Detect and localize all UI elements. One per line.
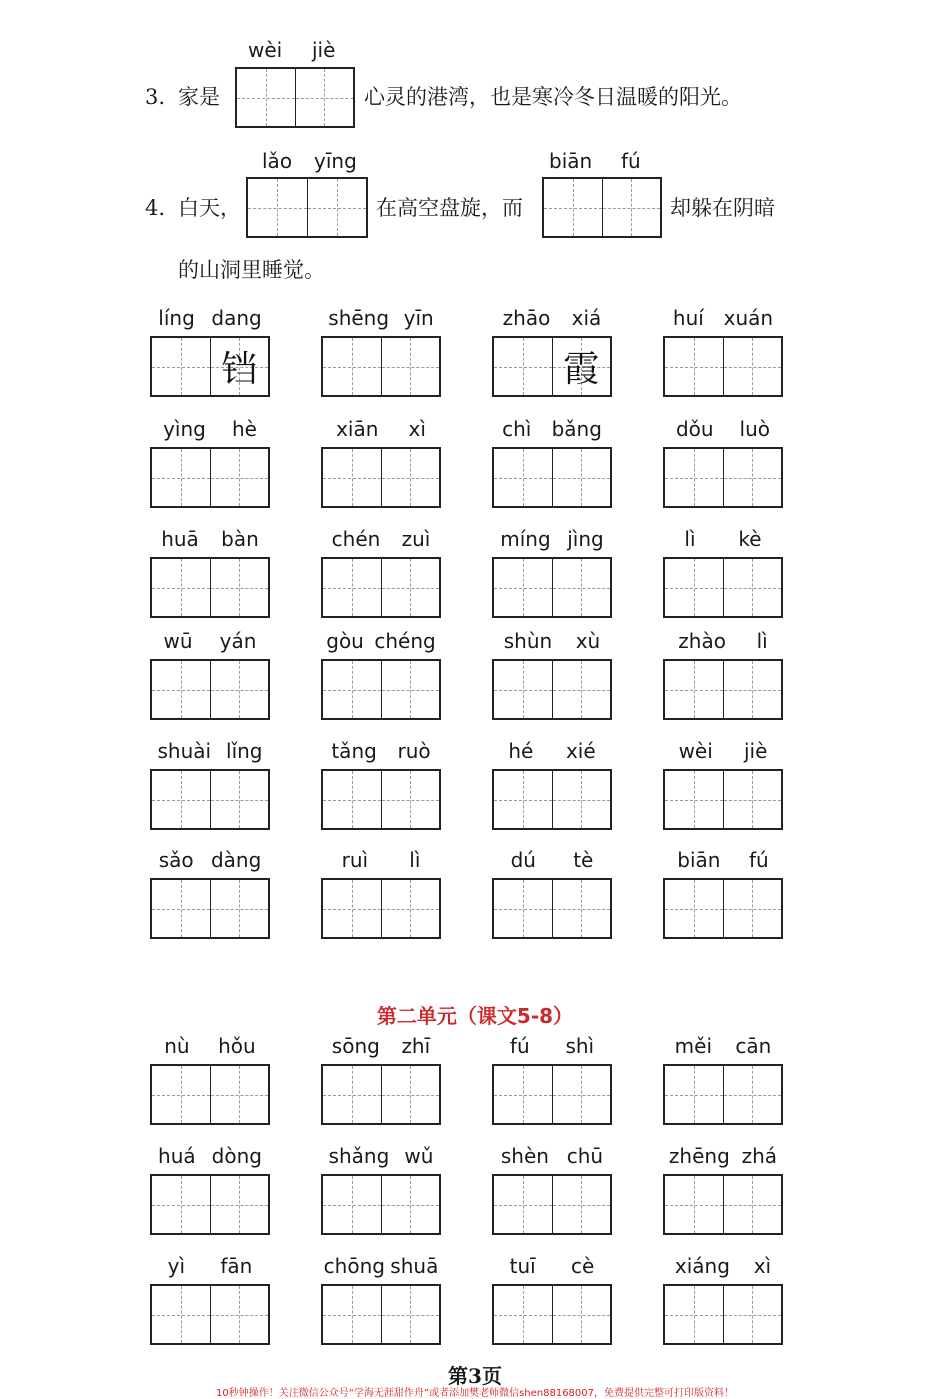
- word-pinyin: [321, 629, 441, 653]
- word-pinyin: [492, 306, 612, 330]
- sentence-text-after: 却躲在阴暗: [670, 196, 775, 220]
- word-pinyin: [321, 739, 441, 763]
- answer-box[interactable]: [663, 557, 783, 618]
- character-cell[interactable]: [210, 1066, 269, 1123]
- character-cell[interactable]: [210, 1286, 269, 1343]
- word-pinyin: [492, 1254, 612, 1278]
- pinyin-syllable: yīn: [403, 306, 434, 330]
- answer-box[interactable]: [492, 1064, 612, 1125]
- character-cell[interactable]: [665, 449, 723, 506]
- answer-box[interactable]: [492, 659, 612, 720]
- pinyin-syllable: ruò: [397, 739, 431, 763]
- answer-box[interactable]: [321, 1064, 441, 1125]
- character-cell[interactable]: [323, 661, 381, 718]
- character-cell[interactable]: [494, 559, 552, 616]
- character-cell[interactable]: [723, 1286, 782, 1343]
- character-cell[interactable]: [552, 880, 611, 937]
- pinyin-syllable: chéng: [374, 629, 436, 653]
- answer-box[interactable]: [663, 336, 783, 397]
- character-cell[interactable]: [602, 179, 661, 236]
- character-cell[interactable]: [381, 338, 440, 395]
- word-pinyin: [321, 306, 441, 330]
- answer-box[interactable]: [150, 769, 270, 830]
- character-cell[interactable]: [210, 338, 269, 395]
- pinyin-syllable: chén: [331, 527, 381, 551]
- word-pinyin: [321, 527, 441, 551]
- pinyin-syllable: xiān: [336, 417, 379, 441]
- pinyin-syllable: chōng: [323, 1254, 385, 1278]
- pinyin-syllable: dàng: [210, 848, 262, 872]
- answer-box[interactable]: [321, 1174, 441, 1235]
- answer-box[interactable]: [542, 177, 662, 238]
- character-cell[interactable]: [494, 771, 552, 828]
- word-pinyin: [663, 1034, 783, 1058]
- word-pinyin: [150, 629, 270, 653]
- pinyin-syllable: yīng: [314, 149, 357, 173]
- character-cell[interactable]: [723, 449, 782, 506]
- pinyin-syllable: lì: [756, 629, 768, 653]
- written-character: 铛: [221, 349, 258, 390]
- sentence-text-before: 白天，: [178, 196, 241, 220]
- pinyin-syllable: shuài: [157, 739, 212, 763]
- character-cell[interactable]: [152, 449, 210, 506]
- character-cell[interactable]: [552, 771, 611, 828]
- character-cell[interactable]: [665, 338, 723, 395]
- sentence-text-after: 心灵的港湾，也是寒冷冬日温暖的阳光。: [364, 85, 742, 109]
- answer-box[interactable]: [150, 336, 270, 397]
- pinyin-syllable: zhēng: [668, 1144, 730, 1168]
- character-cell[interactable]: [152, 1176, 210, 1233]
- pinyin-syllable: zhī: [401, 1034, 431, 1058]
- character-cell[interactable]: [323, 1066, 381, 1123]
- answer-box[interactable]: [235, 67, 355, 128]
- character-cell[interactable]: [723, 1176, 782, 1233]
- character-cell[interactable]: [152, 880, 210, 937]
- answer-box[interactable]: [492, 1174, 612, 1235]
- pinyin-syllable: yì: [167, 1254, 186, 1278]
- character-cell[interactable]: [494, 880, 552, 937]
- character-cell[interactable]: [381, 1066, 440, 1123]
- pinyin-syllable: dǒu: [675, 417, 714, 441]
- character-cell[interactable]: [494, 661, 552, 718]
- answer-box[interactable]: [150, 447, 270, 508]
- character-cell[interactable]: [544, 179, 602, 236]
- pinyin-syllable: cè: [571, 1254, 595, 1278]
- pinyin-syllable: xié: [565, 739, 596, 763]
- character-cell[interactable]: [494, 338, 552, 395]
- character-cell[interactable]: [665, 559, 723, 616]
- pinyin-syllable: huí: [672, 306, 704, 330]
- pinyin-syllable: lì: [684, 527, 696, 551]
- word-pinyin: [150, 417, 270, 441]
- character-cell[interactable]: [381, 1286, 440, 1343]
- pinyin-syllable: jiè: [312, 38, 336, 62]
- pinyin-syllable: xuán: [723, 306, 774, 330]
- character-cell[interactable]: [323, 771, 381, 828]
- character-cell[interactable]: [552, 338, 611, 395]
- answer-box[interactable]: [150, 1174, 270, 1235]
- pinyin-syllable: shèn: [500, 1144, 549, 1168]
- word-pinyin: [321, 1144, 441, 1168]
- word-pinyin: [150, 739, 270, 763]
- word-pinyin: [663, 739, 783, 763]
- character-cell[interactable]: [323, 338, 381, 395]
- pinyin-syllable: zhá: [741, 1144, 778, 1168]
- pinyin-syllable: yán: [219, 629, 257, 653]
- pinyin-syllable: fān: [220, 1254, 253, 1278]
- answer-box[interactable]: [663, 447, 783, 508]
- pinyin-syllable: dang: [211, 306, 262, 330]
- character-cell[interactable]: [210, 449, 269, 506]
- pinyin-syllable: jìng: [567, 527, 604, 551]
- pinyin-syllable: shì: [565, 1034, 595, 1058]
- pinyin-syllable: sǎo: [158, 848, 194, 872]
- sentence-text-continuation: 的山洞里睡觉。: [178, 258, 325, 282]
- pinyin-syllable: tè: [573, 848, 594, 872]
- pinyin-syllable: gòu: [326, 629, 364, 653]
- page-number: 第3页: [448, 1364, 502, 1388]
- character-cell[interactable]: [152, 559, 210, 616]
- word-pinyin: [663, 1144, 783, 1168]
- answer-box[interactable]: [663, 769, 783, 830]
- answer-box[interactable]: [150, 557, 270, 618]
- word-pinyin: [492, 739, 612, 763]
- answer-box[interactable]: [321, 447, 441, 508]
- character-cell[interactable]: [552, 1066, 611, 1123]
- answer-box[interactable]: [663, 878, 783, 939]
- answer-box[interactable]: [492, 447, 612, 508]
- character-cell[interactable]: [665, 1176, 723, 1233]
- character-cell[interactable]: [552, 661, 611, 718]
- pinyin-syllable: kè: [738, 527, 762, 551]
- pinyin-syllable: fú: [749, 848, 769, 872]
- pinyin-syllable: jiè: [743, 739, 768, 763]
- pinyin-syllable: wèi: [248, 38, 283, 62]
- character-cell[interactable]: [152, 661, 210, 718]
- character-cell[interactable]: [323, 880, 381, 937]
- character-cell[interactable]: [323, 1286, 381, 1343]
- pinyin-syllable: huá: [158, 1144, 196, 1168]
- pinyin-syllable: tuī: [509, 1254, 536, 1278]
- pinyin-syllable: zhāo: [502, 306, 551, 330]
- character-cell[interactable]: [323, 449, 381, 506]
- pinyin-syllable: hǒu: [218, 1034, 256, 1058]
- character-cell[interactable]: [381, 1176, 440, 1233]
- character-cell[interactable]: [552, 449, 611, 506]
- pinyin-syllable: luò: [739, 417, 770, 441]
- answer-box[interactable]: [492, 557, 612, 618]
- word-pinyin: [150, 527, 270, 551]
- character-cell[interactable]: [665, 880, 723, 937]
- answer-box[interactable]: [663, 659, 783, 720]
- footer-note: 10秒钟操作！关注微信公众号“学海无涯甜作舟”或者添加樊老师微信shen88168007，免费提供完整可打印版资料！: [215, 1388, 735, 1399]
- pinyin-syllable: bàn: [221, 527, 259, 551]
- character-cell[interactable]: [723, 771, 782, 828]
- character-cell[interactable]: [295, 69, 354, 126]
- pinyin-syllable: wū: [163, 629, 193, 653]
- pinyin-syllable: chū: [566, 1144, 604, 1168]
- pinyin-syllable: měi: [674, 1034, 713, 1058]
- character-cell[interactable]: [381, 771, 440, 828]
- word-pinyin: [492, 848, 612, 872]
- word-pinyin: [663, 306, 783, 330]
- answer-box[interactable]: [321, 336, 441, 397]
- character-cell[interactable]: [723, 559, 782, 616]
- character-cell[interactable]: [152, 771, 210, 828]
- answer-box[interactable]: [492, 878, 612, 939]
- pinyin-syllable: tǎng: [331, 739, 377, 763]
- pinyin-syllable: fú: [509, 1034, 530, 1058]
- answer-box[interactable]: [150, 659, 270, 720]
- answer-box[interactable]: [321, 878, 441, 939]
- word-pinyin: [663, 629, 783, 653]
- pinyin-syllable: shēng: [328, 306, 390, 330]
- answer-box[interactable]: [492, 1284, 612, 1345]
- character-cell[interactable]: [665, 1066, 723, 1123]
- character-cell[interactable]: [152, 338, 210, 395]
- character-cell[interactable]: [723, 1066, 782, 1123]
- pinyin-syllable: xiá: [571, 306, 602, 330]
- pinyin-syllable: nù: [164, 1034, 190, 1058]
- pinyin-syllable: lì: [409, 848, 421, 872]
- character-cell[interactable]: [210, 661, 269, 718]
- character-cell[interactable]: [381, 880, 440, 937]
- character-cell[interactable]: [210, 771, 269, 828]
- word-pinyin: [492, 1144, 612, 1168]
- answer-box[interactable]: [492, 769, 612, 830]
- character-cell[interactable]: [494, 1066, 552, 1123]
- word-pinyin: [150, 306, 270, 330]
- pinyin-syllable: xiáng: [674, 1254, 730, 1278]
- character-cell[interactable]: [248, 179, 307, 236]
- pinyin-syllable: míng: [500, 527, 551, 551]
- answer-box[interactable]: [321, 1284, 441, 1345]
- pinyin-syllable: hé: [508, 739, 534, 763]
- word-pinyin: [150, 848, 270, 872]
- word-pinyin: [321, 1034, 441, 1058]
- pinyin-syllable: lǐng: [226, 739, 263, 763]
- character-cell[interactable]: [723, 338, 782, 395]
- pinyin-syllable: wǔ: [404, 1144, 434, 1168]
- word-pinyin: [663, 527, 783, 551]
- word-pinyin: [321, 1254, 441, 1278]
- character-cell[interactable]: [210, 880, 269, 937]
- sentence-number: 3.: [145, 85, 166, 109]
- character-cell[interactable]: [494, 1176, 552, 1233]
- pinyin-syllable: xì: [408, 417, 426, 441]
- answer-box[interactable]: [150, 1064, 270, 1125]
- character-cell[interactable]: [237, 69, 295, 126]
- pinyin-syllable: biān: [549, 149, 593, 173]
- pinyin-syllable: hè: [231, 417, 257, 441]
- character-cell[interactable]: [381, 449, 440, 506]
- pinyin-syllable: xì: [753, 1254, 772, 1278]
- pinyin-syllable: xù: [575, 629, 601, 653]
- character-cell[interactable]: [665, 661, 723, 718]
- word-pinyin: [150, 1254, 270, 1278]
- character-cell[interactable]: [494, 449, 552, 506]
- pinyin-syllable: shùn: [503, 629, 553, 653]
- written-character: 霞: [563, 349, 600, 390]
- answer-box[interactable]: [663, 1284, 783, 1345]
- character-cell[interactable]: [552, 559, 611, 616]
- character-cell[interactable]: [381, 559, 440, 616]
- character-cell[interactable]: [552, 1286, 611, 1343]
- answer-box[interactable]: [321, 659, 441, 720]
- unit2-title: 第二单元（课文5-8）: [376, 1004, 574, 1028]
- answer-box[interactable]: [321, 769, 441, 830]
- pinyin-syllable: zhào: [678, 629, 726, 653]
- character-cell[interactable]: [152, 1286, 210, 1343]
- word-pinyin: [150, 1144, 270, 1168]
- word-pinyin: [663, 1254, 783, 1278]
- word-pinyin: [321, 417, 441, 441]
- character-cell[interactable]: [552, 1176, 611, 1233]
- character-cell[interactable]: [323, 1176, 381, 1233]
- character-cell[interactable]: [307, 179, 367, 236]
- character-cell[interactable]: [210, 1176, 269, 1233]
- answer-box[interactable]: [246, 177, 368, 238]
- sentence-text-before: 家是: [178, 85, 220, 109]
- answer-box[interactable]: [663, 1064, 783, 1125]
- pinyin-syllable: chì: [502, 417, 532, 441]
- answer-box[interactable]: [492, 336, 612, 397]
- pinyin-syllable: shǎng: [328, 1144, 390, 1168]
- pinyin-syllable: bǎng: [551, 417, 602, 441]
- word-pinyin: [663, 848, 783, 872]
- pinyin-syllable: zuì: [401, 527, 431, 551]
- pinyin-syllable: ruì: [341, 848, 369, 872]
- character-cell[interactable]: [723, 661, 782, 718]
- word-pinyin: [150, 1034, 270, 1058]
- character-cell[interactable]: [665, 771, 723, 828]
- pinyin-syllable: fú: [621, 149, 641, 173]
- answer-box[interactable]: [150, 1284, 270, 1345]
- pinyin-syllable: cān: [735, 1034, 772, 1058]
- pinyin-syllable: yìng: [163, 417, 206, 441]
- character-cell[interactable]: [323, 559, 381, 616]
- pinyin-syllable: shuā: [390, 1254, 439, 1278]
- word-pinyin: [492, 417, 612, 441]
- answer-box[interactable]: [150, 878, 270, 939]
- character-cell[interactable]: [723, 880, 782, 937]
- character-cell[interactable]: [152, 1066, 210, 1123]
- sentence-number: 4.: [145, 196, 166, 220]
- character-cell[interactable]: [494, 1286, 552, 1343]
- word-pinyin: [663, 417, 783, 441]
- answer-box[interactable]: [321, 557, 441, 618]
- sentence-text-middle: 在高空盘旋，而: [376, 196, 523, 220]
- word-pinyin: [492, 527, 612, 551]
- word-pinyin: [492, 629, 612, 653]
- word-pinyin: [492, 1034, 612, 1058]
- word-pinyin: [321, 848, 441, 872]
- character-cell[interactable]: [665, 1286, 723, 1343]
- pinyin-syllable: líng: [158, 306, 195, 330]
- character-cell[interactable]: [381, 661, 440, 718]
- pinyin-syllable: wèi: [678, 739, 713, 763]
- pinyin-syllable: biān: [677, 848, 721, 872]
- answer-box[interactable]: [663, 1174, 783, 1235]
- pinyin-syllable: dòng: [211, 1144, 262, 1168]
- pinyin-syllable: sōng: [331, 1034, 380, 1058]
- pinyin-syllable: dú: [510, 848, 536, 872]
- character-cell[interactable]: [210, 559, 269, 616]
- pinyin-syllable: lǎo: [262, 149, 293, 173]
- pinyin-syllable: huā: [161, 527, 199, 551]
